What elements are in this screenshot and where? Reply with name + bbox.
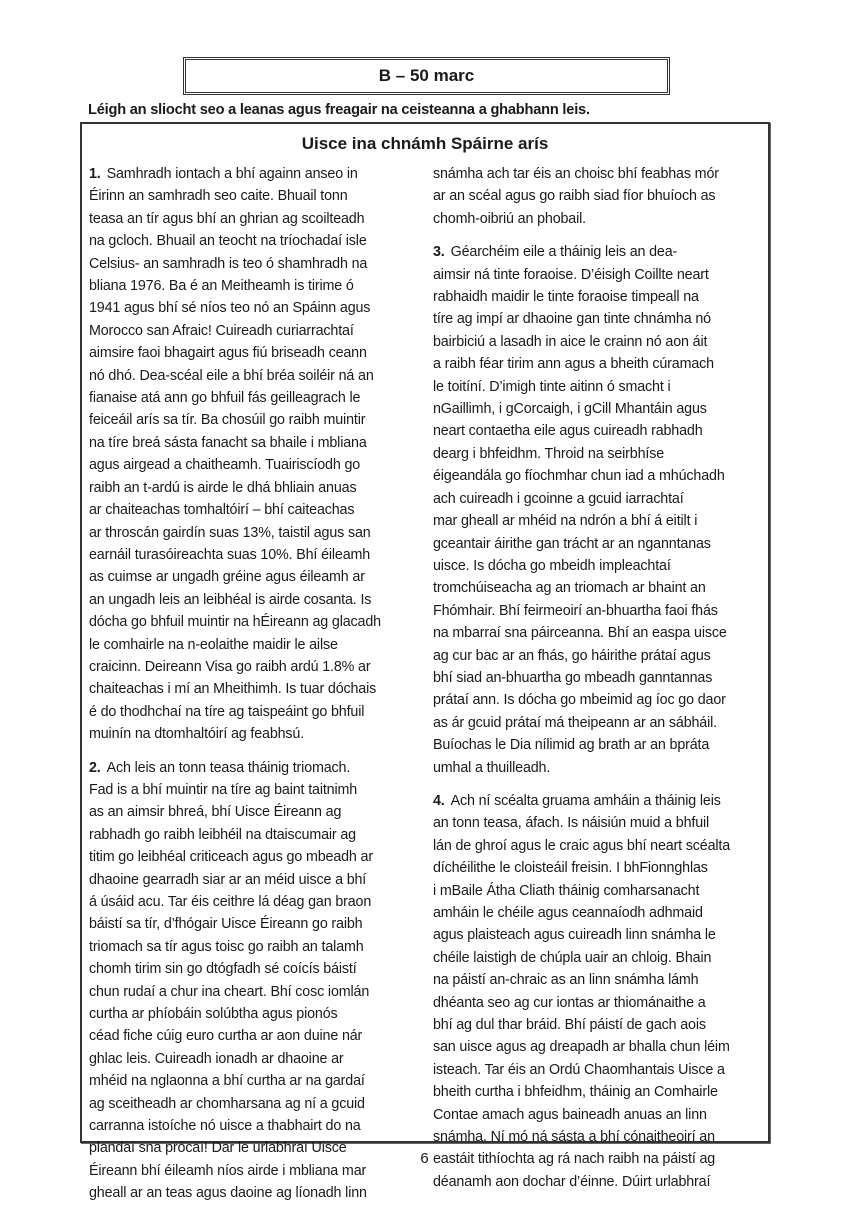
- text-line: [89, 320, 409, 342]
- paragraph: [433, 790, 763, 1193]
- text-line: [89, 432, 409, 454]
- line-text: neart contaetha eile agus cuireadh rabhadh: [433, 423, 703, 440]
- line-text: Morocco san Afraic! Cuireadh curiarrachtaí: [89, 322, 354, 339]
- line-text: i mBaile Átha Cliath tháinig comharsanacht: [433, 882, 700, 899]
- left-column: [89, 163, 409, 1216]
- text-line: [433, 947, 763, 969]
- text-line: [89, 958, 409, 980]
- text-line: [433, 645, 763, 667]
- text-line: [433, 208, 763, 230]
- text-line: [89, 1003, 409, 1025]
- line-text: isteach. Tar éis an Ordú Chaomhantais Uisce a: [433, 1061, 725, 1078]
- text-line: [433, 465, 763, 487]
- line-text: Éireann bhí éileamh níos airde i mbliana mar: [89, 1162, 367, 1179]
- line-text: éigeandála go fíochmhar chun iad a mhúchadh: [433, 468, 725, 485]
- line-text: gheall ar an teas agus daoine ag líonadh linn: [89, 1185, 367, 1202]
- line-text: ag sceitheadh ar chomharsana ag ní a gcuid: [89, 1095, 365, 1112]
- line-text: chun rudaí a chur ina cheart. Bhí cosc iomlán: [89, 983, 370, 1000]
- line-text: bhí siad an-bhuartha go mbeadh ganntannas: [433, 669, 713, 686]
- line-text: chomh tirim sin go dtógfadh sé coícís báistí: [89, 961, 357, 978]
- line-text: bairbiciú a lasadh in aice le crainn nó aon áit: [433, 333, 708, 350]
- text-line: [89, 801, 409, 823]
- line-text: a raibh féar tirim ann agus a bheith cúramach: [433, 356, 714, 373]
- line-text: san uisce agus ag dreapadh ar bhalla chun léim: [433, 1039, 730, 1056]
- text-line: [433, 880, 763, 902]
- line-text: Ach ní scéalta gruama amháin a tháinig leis: [450, 792, 721, 809]
- paragraph-number: 2.: [89, 759, 101, 776]
- line-text: triomach sa tír agus toisc go raibh an talamh: [89, 938, 364, 955]
- line-text: dhéanta seo ag cur iontas ar thiománaithe a: [433, 994, 706, 1011]
- text-line: [89, 1025, 409, 1047]
- text-line: [89, 387, 409, 409]
- line-text: na mbarraí sna páirceanna. Bhí an easpa uisce: [433, 625, 727, 642]
- text-line: [89, 913, 409, 935]
- line-text: snámha. Ní mó ná sásta a bhí cónaitheoirí an: [433, 1129, 715, 1146]
- text-line: [433, 185, 763, 207]
- line-text: dócha go bhfuil muintir na hÉireann ag glacadh: [89, 614, 381, 631]
- line-text: an tonn teasa, áfach. Is náisiún muid a bhfuil: [433, 815, 710, 832]
- text-line: [433, 712, 763, 734]
- text-line: [433, 1104, 763, 1126]
- text-line: [433, 835, 763, 857]
- line-text: tromchúiseacha ag an triomach ar bhaint an: [433, 580, 706, 597]
- line-text: báistí sa tír, d’fhógair Uisce Éireann go raibh: [89, 916, 363, 933]
- text-line: [433, 812, 763, 834]
- text-line: [89, 185, 409, 207]
- text-line: [433, 510, 763, 532]
- text-line: [89, 275, 409, 297]
- line-text: aimsire faoi bhagairt agus fiú briseadh ceann: [89, 345, 367, 362]
- text-line: [433, 969, 763, 991]
- text-line: [89, 701, 409, 723]
- text-line: [433, 331, 763, 353]
- text-line: [89, 454, 409, 476]
- text-line: [89, 779, 409, 801]
- text-line: [433, 689, 763, 711]
- text-line: [89, 869, 409, 891]
- text-line: [433, 924, 763, 946]
- line-text: Ach leis an tonn teasa tháinig triomach.: [106, 759, 351, 776]
- text-line: [433, 443, 763, 465]
- text-line: [433, 790, 763, 812]
- line-text: chéile laistigh de chúpla uair an chloig. Bhain: [433, 949, 712, 966]
- text-line: [433, 857, 763, 879]
- line-text: as ár gcuid prátaí má theipeann ar an sábháil.: [433, 714, 717, 731]
- text-line: [89, 981, 409, 1003]
- text-line: [433, 163, 763, 185]
- text-line: [89, 409, 409, 431]
- text-line: [89, 1048, 409, 1070]
- text-line: [433, 555, 763, 577]
- text-line: [89, 342, 409, 364]
- text-line: [433, 241, 763, 263]
- line-text: Celsius- an samhradh is teo ó shamhradh na: [89, 255, 368, 272]
- paragraph: [89, 757, 409, 1205]
- text-line: [433, 286, 763, 308]
- paragraph: [89, 163, 409, 746]
- text-line: [433, 1059, 763, 1081]
- passage-box: [80, 122, 770, 1202]
- line-text: Géarchéim eile a tháinig leis an dea-: [450, 244, 678, 261]
- line-text: céad fiche cúig euro curtha ar aon duine nár: [89, 1028, 363, 1045]
- line-text: ar chaiteachas tomhaltóirí – bhí caiteachas: [89, 502, 355, 519]
- line-text: le comhairle na n-eolaithe maidir le ailse: [89, 636, 338, 653]
- line-text: dhaoine gearradh siar ar an méid uisce a bhí: [89, 871, 367, 888]
- line-text: tíre ag impí ar dhaoine gan tinte chnámha nó: [433, 311, 711, 328]
- line-text: bheith curtha i bhfeidhm, tháinig an Comhairle: [433, 1084, 718, 1101]
- line-text: uisce. Is dócha go mbeidh impleachtaí: [433, 557, 671, 574]
- line-text: nó dhó. Dea-scéal eile a bhí bréa soiléir ná an: [89, 367, 374, 384]
- line-text: muinín na dtomhaltóirí ag feabhsú.: [89, 726, 305, 743]
- text-line: [433, 533, 763, 555]
- text-line: [433, 398, 763, 420]
- line-text: chomh-oibriú an phobail.: [433, 210, 586, 227]
- text-line: [89, 230, 409, 252]
- line-text: na gcloch. Bhuail an teocht na tríochadaí isle: [89, 233, 367, 250]
- line-text: Samhradh iontach a bhí againn anseo in: [106, 166, 358, 182]
- line-text: Contae amach agus baineadh anuas an linn: [433, 1106, 707, 1123]
- text-line: [89, 544, 409, 566]
- line-text: é do thodhchaí na tíre ag taispeáint go bhfuil: [89, 703, 365, 720]
- text-line: [433, 1014, 763, 1036]
- line-text: ghlac leis. Cuireadh ionadh ar dhaoine ar: [89, 1050, 344, 1067]
- line-text: agus plaisteach agus cuireadh linn snámha le: [433, 927, 716, 944]
- text-line: [89, 757, 409, 779]
- text-line: [89, 824, 409, 846]
- line-text: nGaillimh, i gCorcaigh, i gCill Mhantáin agus: [433, 401, 707, 418]
- line-text: fianaise atá ann go bhfuil fás geilleagrach le: [89, 390, 361, 407]
- line-text: chaiteachas i mí an Mheithimh. Is tuar dóchais: [89, 681, 377, 698]
- text-line: [89, 253, 409, 275]
- line-text: le toitíní. D’imigh tinte aitinn ó smacht i: [433, 378, 671, 395]
- line-text: prátaí ann. Is dócha go mbeimid ag íoc go daor: [433, 692, 726, 709]
- text-line: [89, 634, 409, 656]
- line-text: as an aimsir bhreá, bhí Uisce Éireann ag: [89, 804, 342, 821]
- paragraph: [433, 163, 763, 230]
- line-text: rabhaidh maidir le tinte foraoise timpeall na: [433, 289, 699, 306]
- text-line: [89, 208, 409, 230]
- line-text: lán de ghroí agus le craic agus bhí neart scéalta: [433, 837, 731, 854]
- line-text: ach cuireadh i gcoinne a gcuid iarrachtaí: [433, 490, 684, 507]
- line-text: bhí ag dul thar bráid. Bhí páistí de gach aois: [433, 1017, 706, 1034]
- text-line: [89, 477, 409, 499]
- line-text: earnáil turasóireachta suas 10%. Bhí éileamh: [89, 546, 371, 563]
- text-line: [433, 353, 763, 375]
- text-line: [89, 1070, 409, 1092]
- line-text: 1941 agus bhí sé níos teo nó an Spáinn agus: [89, 300, 371, 317]
- text-line: [433, 667, 763, 689]
- paragraph-number: 1.: [89, 166, 101, 182]
- line-text: an ungadh leis an leibhéal is airde cosanta. Is: [89, 591, 372, 608]
- text-line: [433, 902, 763, 924]
- passage-title: Uisce ina chnámh Spáirne arís: [301, 134, 549, 153]
- text-line: [89, 846, 409, 868]
- line-text: bliana 1976. Ba é an Meitheamh is tirime ó: [89, 278, 354, 295]
- line-text: amháin le chéile agus ceannaíodh adhmaid: [433, 905, 703, 921]
- text-line: [433, 622, 763, 644]
- line-text: umhal a thuilleadh.: [433, 759, 551, 776]
- text-line: [89, 163, 409, 185]
- line-text: carranna istoíche nó uisce a thabhairt do na: [89, 1118, 361, 1135]
- page-number: 6: [420, 1150, 429, 1167]
- text-line: [433, 734, 763, 756]
- text-line: [89, 365, 409, 387]
- line-text: rabhadh go raibh leibhéil na dtaiscumair ag: [89, 826, 356, 843]
- line-text: Fad is a bhí muintir na tíre ag baint taitnimh: [89, 781, 358, 798]
- line-text: Éirinn an samhradh seo caite. Bhuail tonn: [89, 188, 348, 205]
- text-line: [433, 376, 763, 398]
- text-line: [433, 600, 763, 622]
- line-text: craicinn. Deireann Visa go raibh ardú 1.8% ar: [89, 658, 371, 675]
- line-text: Fhómhair. Bhí feirmeoirí an-bhuartha faoi fhás: [433, 602, 718, 619]
- text-line: [433, 1036, 763, 1058]
- paragraph-number: 4.: [433, 792, 445, 809]
- text-line: [89, 723, 409, 745]
- text-line: [89, 589, 409, 611]
- text-line: [433, 308, 763, 330]
- line-text: raibh an t-ardú is airde le dhá bhliain anuas: [89, 479, 357, 496]
- line-text: Buíochas le Dia nílimid ag brath ar an bprátа: [433, 737, 710, 754]
- text-line: [433, 577, 763, 599]
- text-line: [89, 656, 409, 678]
- text-line: [433, 1126, 763, 1148]
- text-line: [89, 499, 409, 521]
- text-line: [89, 678, 409, 700]
- paragraph: [433, 241, 763, 779]
- text-line: [89, 611, 409, 633]
- marks-header: B – 50 marc: [183, 57, 670, 95]
- line-text: díchéilithe le cloisteáil freisin. I bhFionnghlas: [433, 860, 708, 877]
- line-text: curtha ar phíobáin solúbtha agus pionós: [89, 1006, 338, 1023]
- line-text: mar gheall ar mhéid na ndrón a bhí á eitilt i: [433, 513, 698, 530]
- line-text: as cuimse ar ungadh gréine agus éileamh ar: [89, 569, 365, 586]
- text-line: [89, 936, 409, 958]
- line-text: déanamh aon dochar d’éinne. Dúirt urlabhraí: [433, 1173, 711, 1190]
- line-text: agus airgead a chaitheamh. Tuairiscíodh go: [89, 457, 361, 474]
- line-text: snámha ach tar éis an choisc bhí feabhas mór: [433, 166, 719, 182]
- line-text: aimsir ná tinte foraoise. D’éisigh Coillte neart: [433, 266, 709, 283]
- text-line: [89, 1115, 409, 1137]
- line-text: dearg i bhfeidhm. Throid na seirbhíse: [433, 445, 665, 462]
- text-line: [433, 992, 763, 1014]
- text-line: [89, 566, 409, 588]
- text-line: [89, 522, 409, 544]
- text-line: [89, 891, 409, 913]
- paragraph-number: 3.: [433, 244, 445, 261]
- text-line: [89, 1093, 409, 1115]
- right-column: [433, 163, 763, 1204]
- line-text: ar an scéal agus go raibh siad fíor bhuíoch as: [433, 188, 716, 205]
- text-line: [433, 1081, 763, 1103]
- line-text: feiceáil arís sa tír. Ba chosúil go raibh muintir: [89, 412, 366, 429]
- text-line: [433, 1171, 763, 1193]
- text-line: [89, 1182, 409, 1204]
- line-text: ar throscán gairdín suas 13%, taistil agus san: [89, 524, 371, 541]
- text-line: [433, 264, 763, 286]
- line-text: gceantair áirithe gan trácht ar an nganntanas: [433, 535, 711, 552]
- text-line: [89, 297, 409, 319]
- line-text: titim go leibhéal criticeach agus go mbeadh ar: [89, 849, 373, 866]
- line-text: na tíre breá sásta fanacht sa bhaile i mbliana: [89, 434, 367, 451]
- line-text: eastáit tithíochta ag rá nach raibh na páistí ag: [433, 1151, 716, 1168]
- text-line: [433, 420, 763, 442]
- line-text: á úsáid acu. Tar éis ceithre lá déag gan braon: [89, 894, 372, 910]
- line-text: na páistí an-chraic as an linn snámha lámh: [433, 972, 699, 989]
- instruction: Léigh an sliocht seo a leanas agus freagair na ceisteanna a ghabhann leis.: [88, 102, 590, 118]
- line-text: teasa an tír agus bhí an ghrian ag scoilteadh: [89, 210, 365, 227]
- line-text: mhéid na nglaonna a bhí curtha ar na gardaí: [89, 1073, 365, 1090]
- text-line: [433, 757, 763, 779]
- line-text: ag cur bac ar an fhás, go háirithe prátaí agus: [433, 647, 711, 664]
- line-text: plandaí sna prócaí! Dar le urlabhraí Uisce: [89, 1140, 347, 1157]
- text-line: [433, 488, 763, 510]
